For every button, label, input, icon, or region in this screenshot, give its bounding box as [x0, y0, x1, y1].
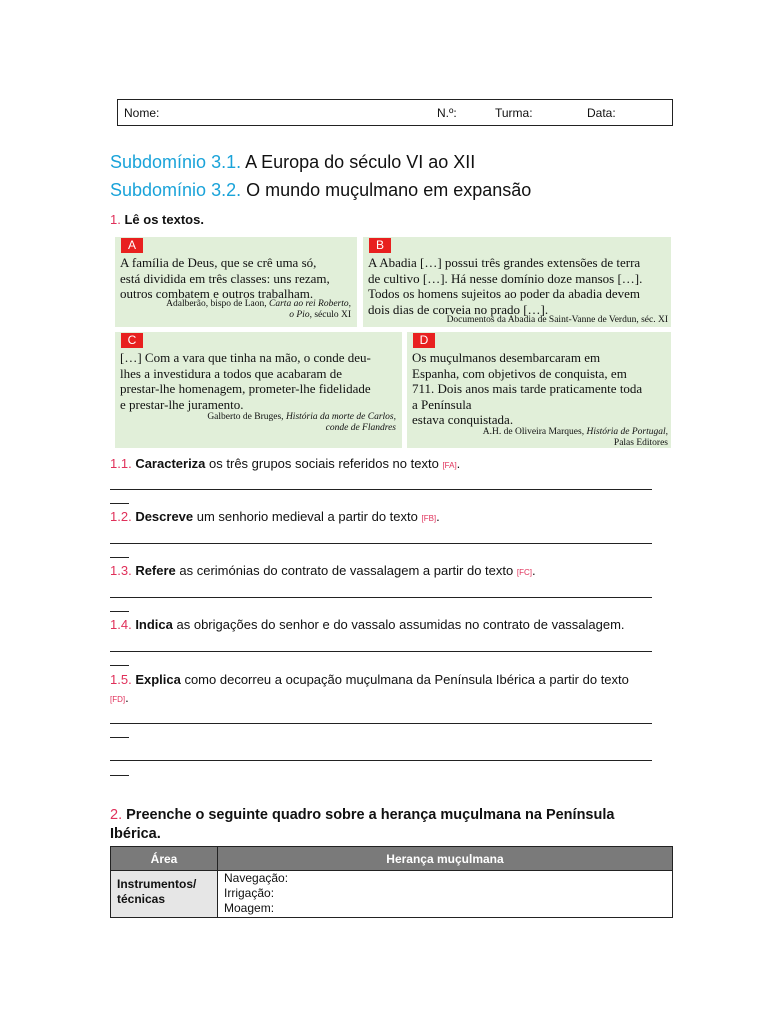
subquestion-ref: [FC]: [516, 568, 532, 577]
question-2-text-cont: Ibérica.: [110, 826, 161, 842]
source-text: A.H. de Oliveira Marques,: [482, 427, 587, 437]
name-label: Nome:: [124, 106, 160, 120]
subquestion-text: as cerimónias do contrato de vassalagem a partir do texto: [175, 563, 517, 578]
subquestion-number: 1.4.: [110, 617, 132, 632]
source-text: Adalberão, bispo de Laon,: [166, 299, 270, 309]
subquestion-1-2: [110, 509, 440, 524]
text-c-line: […] Com a vara que tinha na mão, o conde deu-: [120, 350, 371, 365]
source-title: Carta ao rei Roberto,: [269, 299, 351, 309]
question-2-number: 2.: [110, 807, 123, 823]
subquestion-number: 1.3.: [110, 563, 132, 578]
text-box-c: [115, 332, 402, 448]
text-a-source: [166, 299, 351, 321]
text-tag-c: C: [121, 333, 143, 348]
table-header-area: Área: [111, 847, 218, 871]
question-1-text: Lê os textos.: [124, 212, 204, 227]
number-label: N.º:: [437, 106, 457, 120]
source-title: conde de Flandres: [325, 423, 396, 433]
subdomain-1-title: A Europa do século VI ao XII: [245, 152, 476, 172]
subquestion-end: .: [436, 509, 440, 524]
subquestion-verb: Descreve: [135, 509, 194, 524]
heritage-item: Moagem:: [224, 901, 275, 915]
subquestion-number: 1.1.: [110, 456, 132, 471]
text-a-line: outros combatem e outros trabalham.: [120, 286, 314, 301]
subquestion-ref: [FA]: [442, 461, 457, 470]
question-1-number: 1.: [110, 212, 121, 227]
text-c-line: prestar-lhe homenagem, prometer-lhe fidelidade: [120, 381, 371, 396]
subquestion-1-1: [110, 456, 460, 471]
text-d-source: [483, 427, 668, 449]
text-d-line: 711. Dois anos mais tarde praticamente toda: [412, 381, 643, 396]
text-c-line: e prestar-lhe juramento.: [120, 396, 244, 412]
source-title: História da morte de Carlos,: [285, 412, 396, 422]
text-b-line: A Abadia […] possui três grandes extensões de terra: [368, 255, 641, 270]
source-text: ,: [665, 427, 668, 437]
text-b-line: dois dias de corveia no prado […].: [368, 301, 549, 317]
table-header-heritage: Herança muçulmana: [218, 847, 673, 871]
subquestion-text: os três grupos sociais referidos no texto: [205, 456, 443, 471]
text-b-source: Documentos da Abadia de Saint-Vanne de Verdun, séc. XI: [446, 315, 668, 325]
text-b-line: de cultivo […]. Há nesse domínio doze mansos […].: [368, 270, 643, 286]
text-a-body: [120, 255, 330, 302]
heritage-item: Irrigação:: [224, 886, 275, 900]
text-d-body: [412, 350, 642, 428]
subdomain-1-label: Subdomínio 3.1.: [110, 152, 242, 172]
source-text: , século XI: [309, 310, 351, 320]
text-c-source: [207, 412, 396, 434]
table-row: [111, 871, 673, 918]
text-b-body: [368, 255, 642, 317]
text-d-line: estava conquistada.: [412, 412, 514, 427]
date-label: Data:: [587, 106, 616, 120]
answer-line[interactable]: [110, 489, 652, 490]
answer-line[interactable]: [110, 597, 652, 598]
subquestion-verb: Indica: [135, 617, 173, 632]
answer-line[interactable]: [110, 760, 652, 761]
class-label: Turma:: [495, 106, 533, 120]
answer-line-stub[interactable]: [110, 503, 129, 504]
text-tag-a: A: [121, 238, 143, 253]
answer-line-stub[interactable]: [110, 665, 129, 666]
answer-line[interactable]: [110, 543, 652, 544]
text-box-b: [363, 237, 671, 327]
subquestion-ref: [FB]: [421, 514, 437, 523]
subquestion-1-4: [110, 617, 625, 632]
text-d-line: Espanha, com objetivos de conquista, em: [412, 365, 627, 381]
area-text: técnicas: [117, 892, 166, 906]
text-c-body: [120, 350, 371, 412]
subquestion-text: um senhorio medieval a partir do texto: [193, 509, 422, 524]
answer-line-stub[interactable]: [110, 775, 129, 776]
subquestion-end: .: [531, 563, 536, 578]
subdomain-2: [110, 180, 531, 201]
text-d-line: a Península: [412, 396, 472, 412]
answer-line[interactable]: [110, 723, 652, 724]
text-a-line: A família de Deus, que se crê uma só,: [120, 255, 317, 270]
question-2-text: Preenche o seguinte quadro sobre a herança muçulmana na Península: [126, 807, 615, 823]
text-box-a: [115, 237, 357, 327]
text-d-line: Os muçulmanos desembarcaram em: [412, 350, 601, 365]
answer-line-stub[interactable]: [110, 557, 129, 558]
text-a-line: está dividida em três classes: uns rezam,: [120, 270, 330, 286]
text-b-line: Todos os homens sujeitos ao poder da abadia devem: [368, 286, 641, 301]
subdomain-2-label: Subdomínio 3.2.: [110, 180, 242, 200]
subquestion-number: 1.5.: [110, 672, 132, 687]
subquestion-end: .: [125, 690, 129, 705]
table-header-row: [111, 847, 673, 871]
source-title: o Pio: [289, 310, 310, 320]
question-1: [110, 212, 204, 227]
subdomain-1: [110, 152, 475, 173]
answer-line[interactable]: [110, 651, 652, 652]
subquestion-end: .: [456, 456, 461, 471]
source-text: Galberto de Bruges,: [207, 412, 286, 422]
subquestion-1-3: [110, 563, 536, 578]
answer-line-stub[interactable]: [110, 611, 129, 612]
subquestion-verb: Explica: [135, 672, 181, 687]
heritage-table: [110, 846, 673, 918]
area-text: Instrumentos/: [117, 877, 197, 891]
student-info-box: [117, 99, 673, 126]
text-c-line: lhes a investidura a todos que acabaram de: [120, 365, 342, 381]
text-box-d: [407, 332, 671, 448]
subquestion-number: 1.2.: [110, 509, 132, 524]
subdomain-2-title: O mundo muçulmano em expansão: [246, 180, 532, 200]
question-2: [110, 806, 614, 844]
subquestion-verb: Caracteriza: [135, 456, 206, 471]
subquestion-text: como decorreu a ocupação muçulmana da Península Ibérica a partir do texto: [180, 672, 629, 687]
source-title: História de Portugal: [586, 427, 666, 437]
heritage-item: Navegação:: [224, 871, 289, 885]
source-publisher: Palas Editores: [613, 438, 668, 448]
table-cell-area: [111, 871, 218, 918]
subquestion-text: as obrigações do senhor e do vassalo assumidas no contrato de vassalagem.: [172, 617, 625, 632]
answer-line-stub[interactable]: [110, 737, 129, 738]
subquestion-ref: [FD]: [110, 695, 126, 704]
text-tag-b: B: [369, 238, 391, 253]
subquestion-verb: Refere: [135, 563, 176, 578]
subquestion-1-5: [110, 671, 655, 709]
text-tag-d: D: [413, 333, 435, 348]
table-cell-heritage[interactable]: [218, 871, 673, 918]
